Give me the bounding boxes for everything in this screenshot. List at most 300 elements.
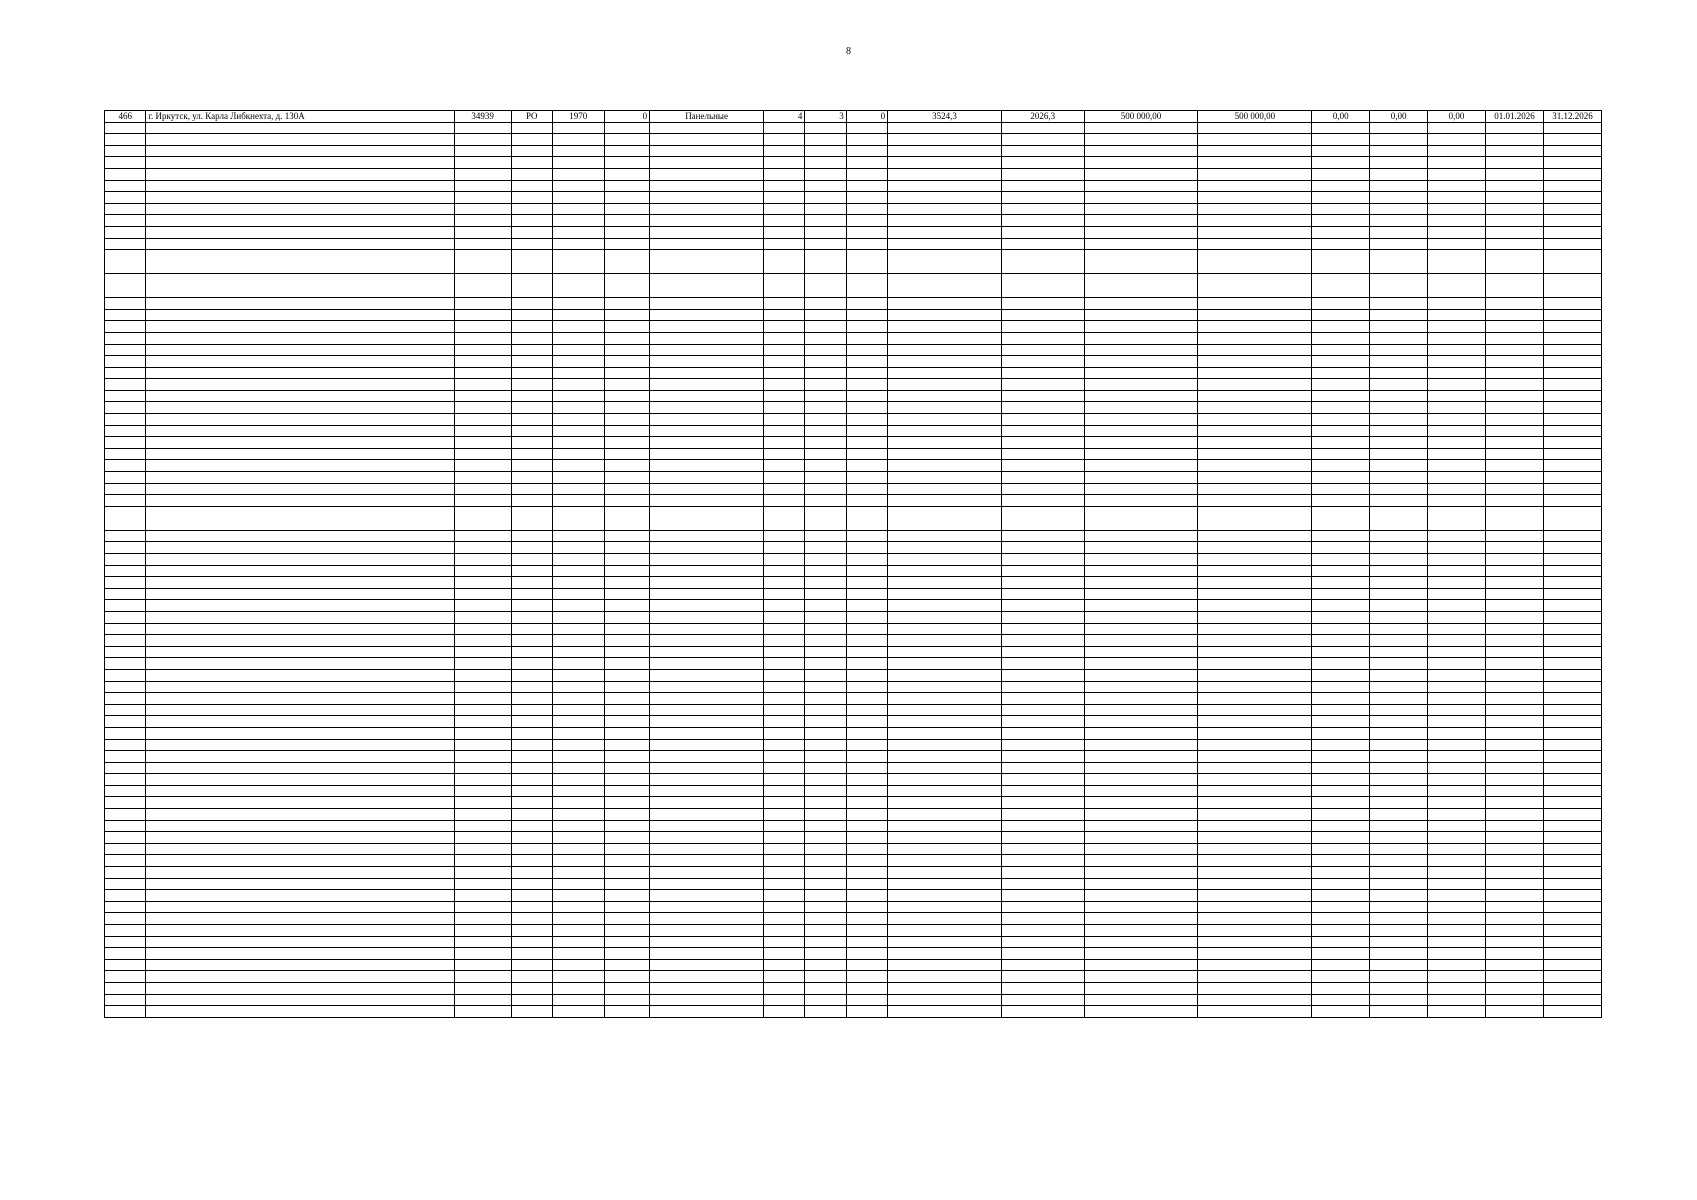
row-number [105, 460, 146, 472]
table-row [105, 994, 1602, 1006]
cost-cell [1084, 238, 1198, 250]
zero-cell [604, 832, 650, 844]
house-id-cell [454, 716, 511, 728]
total-area-cell [888, 542, 1002, 554]
build-year-cell [552, 332, 604, 344]
elevators-cell [846, 646, 887, 658]
address-cell [146, 530, 454, 542]
cost-cell [1084, 226, 1198, 238]
end-date-cell [1543, 390, 1601, 402]
row-number [105, 192, 146, 204]
fund-type-cell [511, 192, 552, 204]
end-date-cell [1543, 344, 1601, 356]
house-id-cell [454, 994, 511, 1006]
living-area-cell [1001, 379, 1084, 391]
house-id-cell [454, 192, 511, 204]
elevators-cell [846, 226, 887, 238]
end-date-cell [1543, 402, 1601, 414]
row-number [105, 635, 146, 647]
amount-cell [1428, 809, 1486, 821]
amount-cell [1312, 588, 1370, 600]
living-area-cell [1001, 238, 1084, 250]
table-row [105, 739, 1602, 751]
zero-cell [604, 577, 650, 589]
address-cell [146, 483, 454, 495]
zero-cell [604, 843, 650, 855]
address-cell [146, 379, 454, 391]
amount-cell [1312, 785, 1370, 797]
amount-cell [1370, 936, 1428, 948]
wall-material-cell [650, 250, 764, 274]
house-id-cell [454, 402, 511, 414]
entrances-cell [805, 483, 846, 495]
house-id-cell [454, 448, 511, 460]
start-date-cell [1486, 495, 1544, 507]
wall-material-cell [650, 554, 764, 566]
end-date-cell [1543, 226, 1601, 238]
amount-cell [1370, 913, 1428, 925]
floors-cell [763, 971, 804, 983]
row-number [105, 843, 146, 855]
amount-cell [1312, 414, 1370, 426]
elevators-cell [846, 542, 887, 554]
living-area-cell [1001, 1006, 1084, 1018]
fund-type-cell [511, 542, 552, 554]
end-date-cell [1543, 971, 1601, 983]
zero-cell [604, 390, 650, 402]
entrances-cell [805, 309, 846, 321]
house-id-cell [454, 390, 511, 402]
elevators-cell [846, 982, 887, 994]
entrances-cell [805, 704, 846, 716]
end-date-cell [1543, 774, 1601, 786]
start-date-cell [1486, 588, 1544, 600]
amount-cell [1370, 890, 1428, 902]
wall-material-cell [650, 226, 764, 238]
amount-cell [1312, 367, 1370, 379]
cost-cell [1198, 669, 1312, 681]
cost-cell [1198, 762, 1312, 774]
amount-cell: 0,00 [1370, 111, 1428, 123]
elevators-cell [846, 274, 887, 298]
entrances-cell [805, 936, 846, 948]
build-year-cell [552, 878, 604, 890]
amount-cell [1428, 215, 1486, 227]
amount-cell [1370, 226, 1428, 238]
row-number [105, 832, 146, 844]
cost-cell [1198, 122, 1312, 134]
floors-cell [763, 959, 804, 971]
wall-material-cell [650, 134, 764, 146]
cost-cell [1084, 901, 1198, 913]
build-year-cell [552, 577, 604, 589]
fund-type-cell [511, 832, 552, 844]
total-area-cell [888, 867, 1002, 879]
build-year-cell [552, 925, 604, 937]
floors-cell [763, 425, 804, 437]
elevators-cell [846, 356, 887, 368]
living-area-cell [1001, 982, 1084, 994]
amount-cell [1370, 994, 1428, 1006]
start-date-cell [1486, 646, 1544, 658]
total-area-cell [888, 309, 1002, 321]
row-number [105, 762, 146, 774]
house-id-cell [454, 344, 511, 356]
row-number [105, 238, 146, 250]
total-area-cell [888, 495, 1002, 507]
start-date-cell [1486, 390, 1544, 402]
total-area-cell [888, 959, 1002, 971]
elevators-cell [846, 936, 887, 948]
row-number [105, 982, 146, 994]
start-date-cell [1486, 437, 1544, 449]
floors-cell [763, 797, 804, 809]
cost-cell [1198, 913, 1312, 925]
entrances-cell [805, 878, 846, 890]
cost-cell [1198, 681, 1312, 693]
row-number [105, 448, 146, 460]
wall-material-cell [650, 762, 764, 774]
cost-cell [1084, 530, 1198, 542]
zero-cell [604, 635, 650, 647]
floors-cell [763, 226, 804, 238]
fund-type-cell [511, 157, 552, 169]
build-year-cell [552, 971, 604, 983]
zero-cell [604, 925, 650, 937]
elevators-cell [846, 495, 887, 507]
wall-material-cell [650, 192, 764, 204]
amount-cell [1312, 506, 1370, 530]
total-area-cell [888, 751, 1002, 763]
table-row [105, 762, 1602, 774]
zero-cell [604, 681, 650, 693]
floors-cell [763, 344, 804, 356]
amount-cell [1428, 565, 1486, 577]
amount-cell [1370, 658, 1428, 670]
build-year-cell [552, 356, 604, 368]
fund-type-cell [511, 623, 552, 635]
cost-cell [1198, 693, 1312, 705]
living-area-cell [1001, 716, 1084, 728]
zero-cell [604, 727, 650, 739]
house-id-cell [454, 437, 511, 449]
living-area-cell [1001, 959, 1084, 971]
floors-cell [763, 565, 804, 577]
floors-cell [763, 669, 804, 681]
zero-cell [604, 203, 650, 215]
living-area-cell [1001, 506, 1084, 530]
wall-material-cell [650, 901, 764, 913]
living-area-cell [1001, 356, 1084, 368]
living-area-cell [1001, 774, 1084, 786]
zero-cell [604, 774, 650, 786]
amount-cell [1428, 1006, 1486, 1018]
start-date-cell [1486, 1006, 1544, 1018]
end-date-cell [1543, 611, 1601, 623]
start-date-cell [1486, 843, 1544, 855]
floors-cell [763, 250, 804, 274]
end-date-cell [1543, 890, 1601, 902]
zero-cell [604, 215, 650, 227]
end-date-cell [1543, 658, 1601, 670]
floors-cell [763, 298, 804, 310]
living-area-cell [1001, 134, 1084, 146]
build-year-cell [552, 716, 604, 728]
build-year-cell [552, 982, 604, 994]
row-number [105, 134, 146, 146]
wall-material-cell [650, 437, 764, 449]
row-number [105, 145, 146, 157]
entrances-cell [805, 542, 846, 554]
cost-cell [1084, 797, 1198, 809]
living-area-cell [1001, 414, 1084, 426]
zero-cell [604, 716, 650, 728]
total-area-cell [888, 774, 1002, 786]
row-number [105, 623, 146, 635]
cost-cell [1198, 506, 1312, 530]
elevators-cell [846, 681, 887, 693]
row-number [105, 495, 146, 507]
row-number [105, 122, 146, 134]
amount-cell [1370, 797, 1428, 809]
total-area-cell [888, 390, 1002, 402]
elevators-cell [846, 298, 887, 310]
amount-cell [1428, 635, 1486, 647]
house-id-cell [454, 611, 511, 623]
entrances-cell [805, 588, 846, 600]
cost-cell [1084, 878, 1198, 890]
living-area-cell [1001, 157, 1084, 169]
amount-cell [1428, 250, 1486, 274]
start-date-cell [1486, 716, 1544, 728]
table-row [105, 309, 1602, 321]
cost-cell [1198, 890, 1312, 902]
amount-cell [1370, 727, 1428, 739]
amount-cell [1312, 238, 1370, 250]
cost-cell [1084, 577, 1198, 589]
amount-cell [1370, 577, 1428, 589]
build-year-cell [552, 681, 604, 693]
entrances-cell [805, 739, 846, 751]
cost-cell [1198, 344, 1312, 356]
total-area-cell [888, 878, 1002, 890]
total-area-cell [888, 168, 1002, 180]
cost-cell [1198, 495, 1312, 507]
table-row [105, 111, 1602, 123]
build-year-cell [552, 936, 604, 948]
fund-type-cell [511, 693, 552, 705]
house-id-cell: 34939 [454, 111, 511, 123]
row-number [105, 226, 146, 238]
house-id-cell [454, 506, 511, 530]
row-number [105, 506, 146, 530]
entrances-cell [805, 820, 846, 832]
house-id-cell [454, 180, 511, 192]
cost-cell [1198, 982, 1312, 994]
table-row [105, 390, 1602, 402]
total-area-cell [888, 611, 1002, 623]
house-id-cell [454, 635, 511, 647]
wall-material-cell [650, 472, 764, 484]
cost-cell [1198, 588, 1312, 600]
house-id-cell [454, 274, 511, 298]
fund-type-cell [511, 785, 552, 797]
elevators-cell [846, 554, 887, 566]
amount-cell [1428, 739, 1486, 751]
amount-cell [1312, 460, 1370, 472]
living-area-cell [1001, 727, 1084, 739]
cost-cell [1198, 356, 1312, 368]
table-row [105, 250, 1602, 274]
elevators-cell [846, 716, 887, 728]
house-id-cell [454, 203, 511, 215]
living-area-cell [1001, 554, 1084, 566]
total-area-cell [888, 530, 1002, 542]
table-row [105, 321, 1602, 333]
end-date-cell [1543, 820, 1601, 832]
fund-type-cell [511, 367, 552, 379]
living-area-cell [1001, 611, 1084, 623]
address-cell [146, 588, 454, 600]
cost-cell [1084, 180, 1198, 192]
amount-cell [1370, 448, 1428, 460]
cost-cell [1084, 495, 1198, 507]
total-area-cell [888, 635, 1002, 647]
living-area-cell [1001, 913, 1084, 925]
total-area-cell [888, 971, 1002, 983]
zero-cell [604, 948, 650, 960]
fund-type-cell [511, 611, 552, 623]
end-date-cell [1543, 506, 1601, 530]
fund-type-cell [511, 959, 552, 971]
amount-cell [1312, 203, 1370, 215]
address-cell [146, 180, 454, 192]
fund-type-cell [511, 936, 552, 948]
wall-material-cell [650, 913, 764, 925]
end-date-cell [1543, 157, 1601, 169]
elevators-cell [846, 878, 887, 890]
build-year-cell [552, 145, 604, 157]
entrances-cell [805, 344, 846, 356]
amount-cell [1370, 1006, 1428, 1018]
living-area-cell [1001, 948, 1084, 960]
floors-cell [763, 554, 804, 566]
amount-cell [1428, 414, 1486, 426]
amount-cell [1312, 309, 1370, 321]
cost-cell [1198, 994, 1312, 1006]
build-year-cell [552, 901, 604, 913]
row-number [105, 530, 146, 542]
amount-cell [1428, 309, 1486, 321]
amount-cell [1312, 274, 1370, 298]
zero-cell [604, 542, 650, 554]
end-date-cell [1543, 168, 1601, 180]
start-date-cell [1486, 681, 1544, 693]
fund-type-cell [511, 356, 552, 368]
total-area-cell [888, 797, 1002, 809]
amount-cell [1370, 901, 1428, 913]
wall-material-cell [650, 274, 764, 298]
amount-cell [1370, 716, 1428, 728]
wall-material-cell [650, 506, 764, 530]
amount-cell [1312, 669, 1370, 681]
wall-material-cell [650, 832, 764, 844]
floors-cell [763, 727, 804, 739]
house-id-cell [454, 414, 511, 426]
zero-cell [604, 646, 650, 658]
amount-cell [1312, 542, 1370, 554]
total-area-cell [888, 600, 1002, 612]
amount-cell [1312, 948, 1370, 960]
floors-cell [763, 530, 804, 542]
living-area-cell [1001, 460, 1084, 472]
cost-cell [1198, 530, 1312, 542]
fund-type-cell [511, 600, 552, 612]
elevators-cell [846, 250, 887, 274]
amount-cell [1312, 215, 1370, 227]
total-area-cell [888, 658, 1002, 670]
cost-cell [1198, 565, 1312, 577]
house-id-cell [454, 215, 511, 227]
amount-cell [1370, 982, 1428, 994]
amount-cell [1312, 425, 1370, 437]
amount-cell [1312, 646, 1370, 658]
address-cell [146, 215, 454, 227]
fund-type-cell [511, 122, 552, 134]
amount-cell [1370, 554, 1428, 566]
zero-cell [604, 506, 650, 530]
amount-cell [1428, 134, 1486, 146]
living-area-cell [1001, 635, 1084, 647]
entrances-cell [805, 681, 846, 693]
elevators-cell [846, 635, 887, 647]
fund-type-cell [511, 506, 552, 530]
total-area-cell [888, 483, 1002, 495]
total-area-cell [888, 936, 1002, 948]
wall-material-cell [650, 203, 764, 215]
total-area-cell [888, 994, 1002, 1006]
total-area-cell [888, 565, 1002, 577]
build-year-cell [552, 157, 604, 169]
total-area-cell [888, 238, 1002, 250]
zero-cell [604, 704, 650, 716]
page-number: 8 [846, 46, 851, 57]
end-date-cell [1543, 843, 1601, 855]
entrances-cell [805, 994, 846, 1006]
address-cell [146, 506, 454, 530]
end-date-cell [1543, 716, 1601, 728]
wall-material-cell [650, 739, 764, 751]
start-date-cell [1486, 658, 1544, 670]
row-number [105, 600, 146, 612]
cost-cell [1084, 298, 1198, 310]
table-row [105, 832, 1602, 844]
wall-material-cell [650, 982, 764, 994]
living-area-cell [1001, 994, 1084, 1006]
housing-registry-table [104, 110, 1602, 1018]
zero-cell: 0 [604, 111, 650, 123]
end-date-cell [1543, 959, 1601, 971]
start-date-cell [1486, 994, 1544, 1006]
amount-cell [1428, 554, 1486, 566]
build-year-cell [552, 483, 604, 495]
amount-cell [1312, 530, 1370, 542]
cost-cell [1198, 472, 1312, 484]
amount-cell [1428, 367, 1486, 379]
fund-type-cell [511, 344, 552, 356]
amount-cell [1312, 878, 1370, 890]
total-area-cell [888, 414, 1002, 426]
